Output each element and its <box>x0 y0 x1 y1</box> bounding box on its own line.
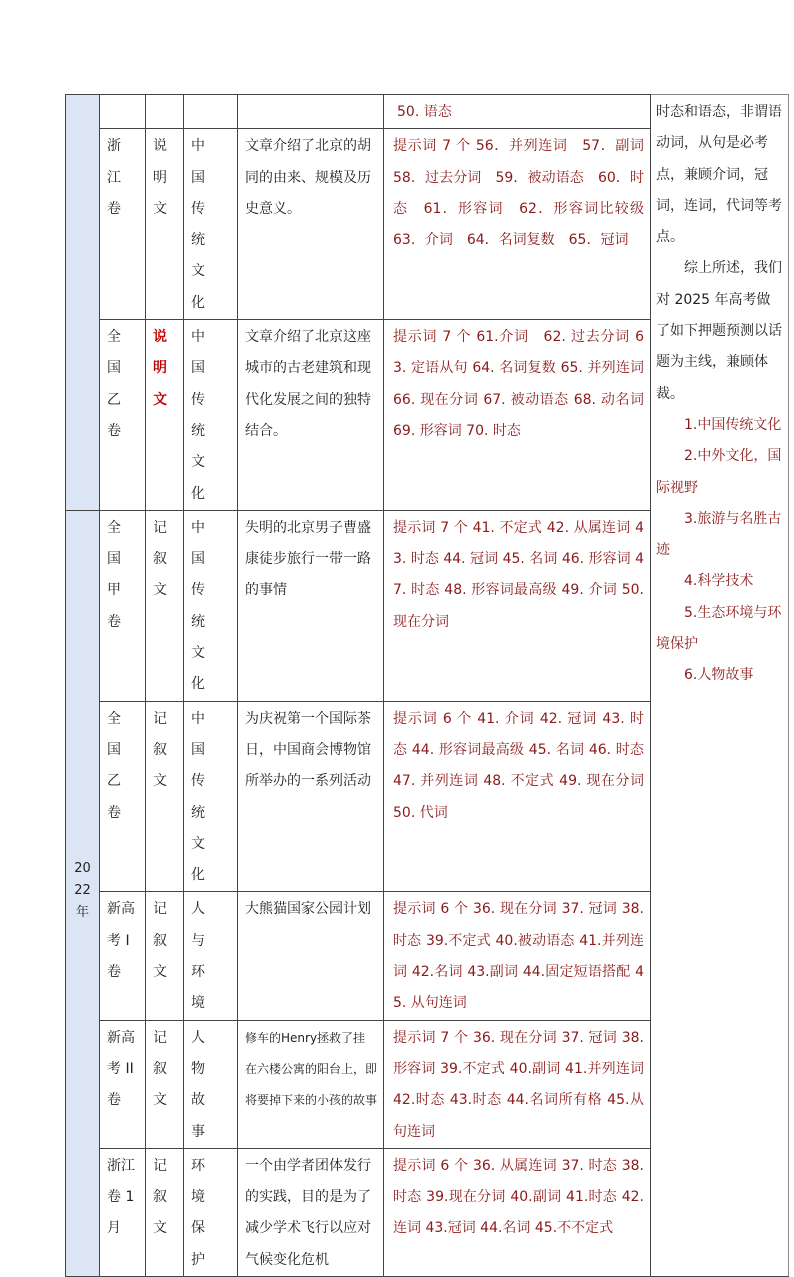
genre-cell: 说明文 <box>146 129 184 320</box>
exam-cell: 全国乙卷 <box>100 320 146 511</box>
exam-cell <box>100 95 146 129</box>
summary-item: 2.中外文化，国际视野 <box>656 448 782 496</box>
exam-cell: 全国甲卷 <box>100 510 146 701</box>
exam-cell: 浙江卷 1 月 <box>100 1148 146 1276</box>
summary-paragraph-2: 综上所述，我们对 2025 年高考做了如下押题预测以话题为主线，兼顾体裁。 <box>656 260 782 402</box>
theme-cell: 中国传统文化 <box>184 510 238 701</box>
summary-item: 1.中国传统文化 <box>684 416 782 433</box>
year-cell-previous <box>66 95 100 511</box>
genre-cell: 记叙文 <box>146 1020 184 1148</box>
theme-cell: 环境保护 <box>184 1148 238 1276</box>
summary-item: 3.旅游与名胜古迹 <box>656 510 782 559</box>
genre-cell: 记叙文 <box>146 892 184 1020</box>
points-cell: 提示词 7 个 61.介词 62. 过去分词 63. 定语从句 64. 名词复数 65. 并列连词 66. 现在分词 67. 被动语态 68. 动名词 69. 形容词 70. 时态 <box>384 320 651 511</box>
year-label: 2022年 <box>74 861 91 921</box>
theme-cell <box>184 95 238 129</box>
year-cell <box>66 510 100 1276</box>
summary-cell <box>651 95 789 1277</box>
exam-cell: 新高考 II 卷 <box>100 1020 146 1148</box>
summary-paragraph-1: 时态和语态，非谓语动词，从句是必考点，兼顾介词，冠词，连词，代词等考点。 <box>656 104 782 246</box>
content-cell: 文章介绍了北京这座城市的古老建筑和现代化发展之间的独特结合。 <box>238 320 384 511</box>
content-cell <box>238 95 384 129</box>
genre-cell: 记叙文 <box>146 510 184 701</box>
genre-cell: 说明文 <box>146 320 184 511</box>
points-cell: 提示词 7 个 56．并列连词 57．副词 58．过去分词 59．被动语态 60．时态 61．形容词 62．形容词比较级 63．介词 64．名词复数 65．冠词 <box>384 129 651 320</box>
summary-item: 5.生态环境与环境保护 <box>656 604 782 653</box>
content-cell: 修车的Henry拯救了挂在六楼公寓的阳台上，即将要掉下来的小孩的故事 <box>238 1020 384 1148</box>
content-cell: 为庆祝第一个国际茶日，中国商会博物馆所举办的一系列活动 <box>238 701 384 892</box>
exam-cell: 全国乙卷 <box>100 701 146 892</box>
exam-analysis-table <box>65 94 789 1277</box>
points-cell: 提示词 6 个 36. 现在分词 37. 冠词 38. 时态 39.不定式 40.被动语态 41.并列连词 42.名词 43.副词 44.固定短语搭配 45. 从句连词 <box>384 892 651 1020</box>
points-cell: 提示词 6 个 41. 介词 42. 冠词 43. 时态 44. 形容词最高级 45. 名词 46. 时态 47. 并列连词 48. 不定式 49. 现在分词 50. 代词 <box>384 701 651 892</box>
exam-cell: 新高考 I 卷 <box>100 892 146 1020</box>
summary-item: 4.科学技术 <box>684 573 754 590</box>
exam-cell: 浙江卷 <box>100 129 146 320</box>
points-text: 50. 语态 <box>397 104 452 120</box>
points-cell: 提示词 7 个 36. 现在分词 37. 冠词 38. 形容词 39.不定式 40.副词 41.并列连词 42.时态 43.时态 44.名词所有格 45.从句连词 <box>384 1020 651 1148</box>
points-cell <box>384 95 651 129</box>
theme-cell: 人与环境 <box>184 892 238 1020</box>
table-row <box>66 95 789 129</box>
genre-cell: 记叙文 <box>146 701 184 892</box>
theme-cell: 中国传统文化 <box>184 129 238 320</box>
content-cell: 大熊猫国家公园计划 <box>238 892 384 1020</box>
theme-cell: 中国传统文化 <box>184 320 238 511</box>
summary-item: 6.人物故事 <box>684 667 754 684</box>
theme-cell: 中国传统文化 <box>184 701 238 892</box>
content-cell: 文章介绍了北京的胡同的由来、规模及历史意义。 <box>238 129 384 320</box>
points-cell: 提示词 7 个 41. 不定式 42. 从属连词 43. 时态 44. 冠词 45. 名词 46. 形容词 47. 时态 48. 形容词最高级 49. 介词 50. 现在分词 <box>384 510 651 701</box>
theme-cell: 人物故事 <box>184 1020 238 1148</box>
content-cell: 一个由学者团体发行的实践，目的是为了减少学术飞行以应对气候变化危机 <box>238 1148 384 1276</box>
content-cell: 失明的北京男子曹盛康徒步旅行一带一路的事情 <box>238 510 384 701</box>
genre-cell: 记叙文 <box>146 1148 184 1276</box>
points-cell: 提示词 6 个 36. 从属连词 37. 时态 38. 时态 39.现在分词 40.副词 41.时态 42.连词 43.冠词 44.名词 45.不不定式 <box>384 1148 651 1276</box>
genre-cell <box>146 95 184 129</box>
